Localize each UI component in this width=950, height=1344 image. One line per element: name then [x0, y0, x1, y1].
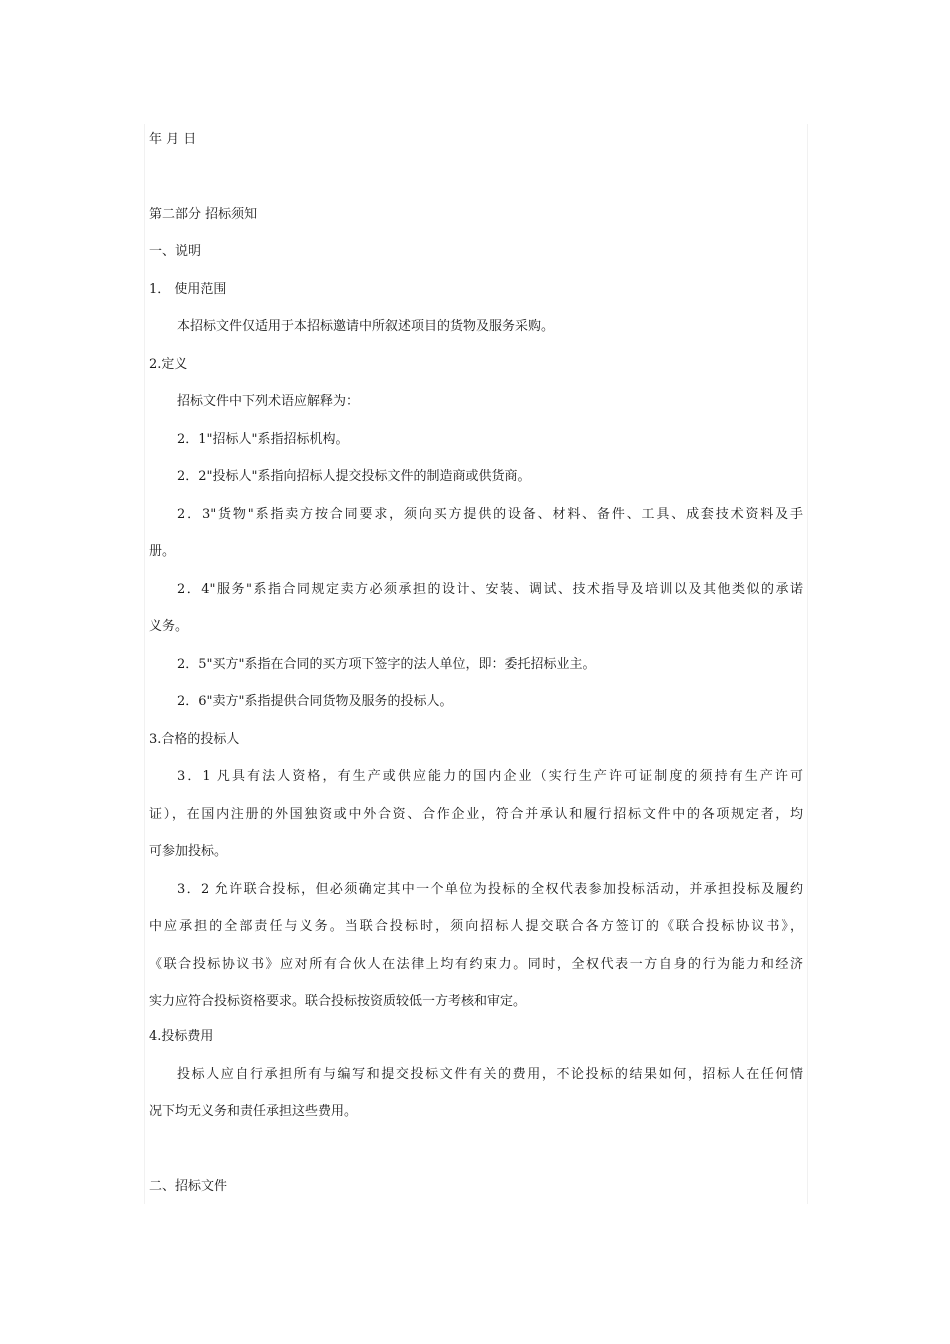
definition-line: 2．1"招标人"系指招标机构。	[177, 432, 349, 447]
paragraph-line: 况下均无义务和责任承担这些费用。	[149, 1104, 358, 1119]
definition-line: 2．4"服务"系指合同规定卖方必须承担的设计、安装、调试、技术指导及培训以及其他类似的承诺	[177, 582, 803, 597]
paragraph-line: 中应承担的全部责任与义务。当联合投标时，须向招标人提交联合各方签订的《联合投标协议书》，	[149, 919, 803, 934]
definition-line: 2．3"货物"系指卖方按合同要求，须向买方提供的设备、材料、备件、工具、成套技术资料及手	[177, 507, 803, 522]
definition-line: 2．5"买方"系指在合同的买方项下签字的法人单位，即：委托招标业主。	[177, 657, 596, 672]
document-page	[144, 124, 808, 1204]
item-heading: 4.投标费用	[149, 1029, 214, 1044]
item-heading: 3.合格的投标人	[149, 732, 240, 747]
paragraph-line: 3．1 凡具有法人资格，有生产或供应能力的国内企业（实行生产许可证制度的须持有生产许可	[177, 769, 803, 784]
paragraph-line: 《联合投标协议书》应对所有合伙人在法律上均有约束力。同时，全权代表一方自身的行为能力和经济	[149, 957, 803, 972]
date-line: 年 月 日	[149, 132, 197, 147]
paragraph-line: 实力应符合投标资格要求。联合投标按资质较低一方考核和审定。	[149, 994, 527, 1009]
definition-line: 2．6"卖方"系指提供合同货物及服务的投标人。	[177, 694, 453, 709]
definition-line: 2．2"投标人"系指向招标人提交投标文件的制造商或供货商。	[177, 469, 531, 484]
section-heading: 二、招标文件	[149, 1179, 228, 1194]
definition-line-continued: 册。	[149, 544, 176, 559]
section-heading: 一、说明	[149, 244, 202, 259]
paragraph-line: 证），在国内注册的外国独资或中外合资、合作企业，符合并承认和履行招标文件中的各项规定者，均	[149, 807, 803, 822]
paragraph-line: 投标人应自行承担所有与编写和提交投标文件有关的费用，不论投标的结果如何，招标人在任何情	[177, 1067, 803, 1082]
item-heading: 2.定义	[149, 357, 188, 372]
definition-line-continued: 义务。	[149, 619, 189, 634]
paragraph-line: 3．2 允许联合投标，但必须确定其中一个单位为投标的全权代表参加投标活动，并承担投标及履约	[177, 882, 803, 897]
paragraph-line: 本招标文件仅适用于本招标邀请中所叙述项目的货物及服务采购。	[177, 319, 555, 334]
part-title: 第二部分 招标须知	[149, 207, 258, 222]
item-heading: 1． 使用范围	[149, 282, 227, 297]
paragraph-line: 招标文件中下列术语应解释为：	[177, 394, 360, 409]
paragraph-line: 可参加投标。	[149, 844, 228, 859]
